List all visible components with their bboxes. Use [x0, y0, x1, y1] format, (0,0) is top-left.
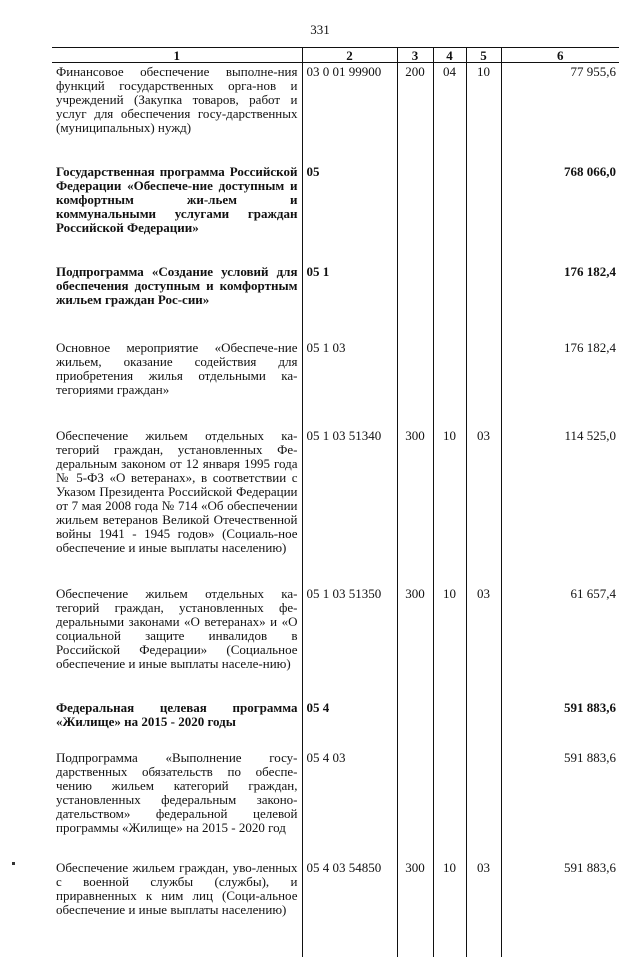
- row-rz: 10: [433, 563, 466, 679]
- row-sum: 591 883,6: [501, 735, 619, 841]
- row-vr: [397, 315, 433, 405]
- row-pr: 03: [466, 405, 501, 563]
- row-pr: 03: [466, 563, 501, 679]
- row-name: Государственная программа Российской Федерации «Обеспече-ние доступным и комфортным жи-льем и коммунальными услугами граждан Российской Федерации»: [52, 143, 302, 243]
- row-sum: 591 883,6: [501, 679, 619, 735]
- table-row: [52, 563, 619, 679]
- row-name: Подпрограмма «Выполнение госу-дарственных обязательств по обеспе-чению жильем категорий граждан, установленных федеральным законо-дательством» федеральной целевой программы «Жилище» на 2015 - 2020 год: [52, 735, 302, 841]
- row-code: 05 4 03 54850: [302, 841, 397, 957]
- row-rz: [433, 735, 466, 841]
- row-name: Обеспечение жильем граждан, уво-ленных с военной службы (службы), и приравненных к ним лиц (Соци-альное обеспечение и иные выплаты населению): [52, 841, 302, 957]
- table-row: [52, 405, 619, 563]
- row-pr: [466, 679, 501, 735]
- row-pr: [466, 315, 501, 405]
- table-row: [52, 841, 619, 957]
- row-vr: 300: [397, 563, 433, 679]
- row-code: 05 1 03 51350: [302, 563, 397, 679]
- row-pr: [466, 143, 501, 243]
- row-vr: [397, 735, 433, 841]
- table-body: [52, 63, 619, 957]
- row-sum: 591 883,6: [501, 841, 619, 957]
- row-name: Обеспечение жильем отдельных ка-тегорий граждан, установленных Фе-деральным законом от 12 января 1995 года № 5-ФЗ «О ветеранах», в соответствии с Указом Президента Российской Федерации от 7 мая 2008 года № 714 «Об обеспечении жильем ветеранов Великой Отечественной войны 1941 - 1945 годов» (Социаль-ное обеспечение и иные выплаты населению): [52, 405, 302, 563]
- header-col-pr: 5: [466, 48, 501, 63]
- row-sum: 176 182,4: [501, 243, 619, 315]
- header-col-vr: 3: [397, 48, 433, 63]
- header-row: [52, 48, 619, 63]
- row-vr: 300: [397, 405, 433, 563]
- row-vr: 300: [397, 841, 433, 957]
- budget-table: [52, 47, 619, 957]
- row-sum: 114 525,0: [501, 405, 619, 563]
- row-rz: [433, 679, 466, 735]
- table-row: [52, 143, 619, 243]
- row-sum: 176 182,4: [501, 315, 619, 405]
- header-col-sum: 6: [501, 48, 619, 63]
- row-code: 05 4 03: [302, 735, 397, 841]
- row-rz: 04: [433, 63, 466, 144]
- row-code: 05 1 03: [302, 315, 397, 405]
- row-rz: [433, 143, 466, 243]
- row-pr: 10: [466, 63, 501, 144]
- margin-mark: [12, 862, 15, 865]
- row-name: Финансовое обеспечение выполне-ния функций государственных орга-нов и учреждений (Закупка товаров, работ и услуг для обеспечения госу-дарственных (муниципальных) нужд): [52, 63, 302, 144]
- row-vr: 200: [397, 63, 433, 144]
- row-rz: [433, 315, 466, 405]
- row-code: 05 1 03 51340: [302, 405, 397, 563]
- row-vr: [397, 679, 433, 735]
- row-code: 05 4: [302, 679, 397, 735]
- row-sum: 768 066,0: [501, 143, 619, 243]
- table-row: [52, 315, 619, 405]
- row-rz: [433, 243, 466, 315]
- row-rz: 10: [433, 405, 466, 563]
- row-name: Основное мероприятие «Обеспече-ние жильем, оказание содействия для приобретения жилья отдельными ка-тегориями граждан»: [52, 315, 302, 405]
- row-name: Федеральная целевая программа «Жилище» на 2015 - 2020 годы: [52, 679, 302, 735]
- row-vr: [397, 143, 433, 243]
- row-sum: 61 657,4: [501, 563, 619, 679]
- row-pr: [466, 735, 501, 841]
- header-col-rz: 4: [433, 48, 466, 63]
- row-name: Подпрограмма «Создание условий для обеспечения доступным и комфортным жильем граждан Рос-сии»: [52, 243, 302, 315]
- row-pr: [466, 243, 501, 315]
- row-name: Обеспечение жильем отдельных ка-тегорий граждан, установленных фе-деральными законами «О ветеранах» и «О социальной защите инвалидов в Российской Федерации» (Социальное обеспечение и иные выплаты населе-нию): [52, 563, 302, 679]
- header-col-name: 1: [52, 48, 302, 63]
- row-code: 05 1: [302, 243, 397, 315]
- page-number: 331: [0, 22, 640, 38]
- header-col-code: 2: [302, 48, 397, 63]
- row-rz: 10: [433, 841, 466, 957]
- row-code: 05: [302, 143, 397, 243]
- row-vr: [397, 243, 433, 315]
- table-row: [52, 679, 619, 735]
- row-sum: 77 955,6: [501, 63, 619, 144]
- row-pr: 03: [466, 841, 501, 957]
- table-row: [52, 63, 619, 144]
- table-row: [52, 243, 619, 315]
- table-row: [52, 735, 619, 841]
- row-code: 03 0 01 99900: [302, 63, 397, 144]
